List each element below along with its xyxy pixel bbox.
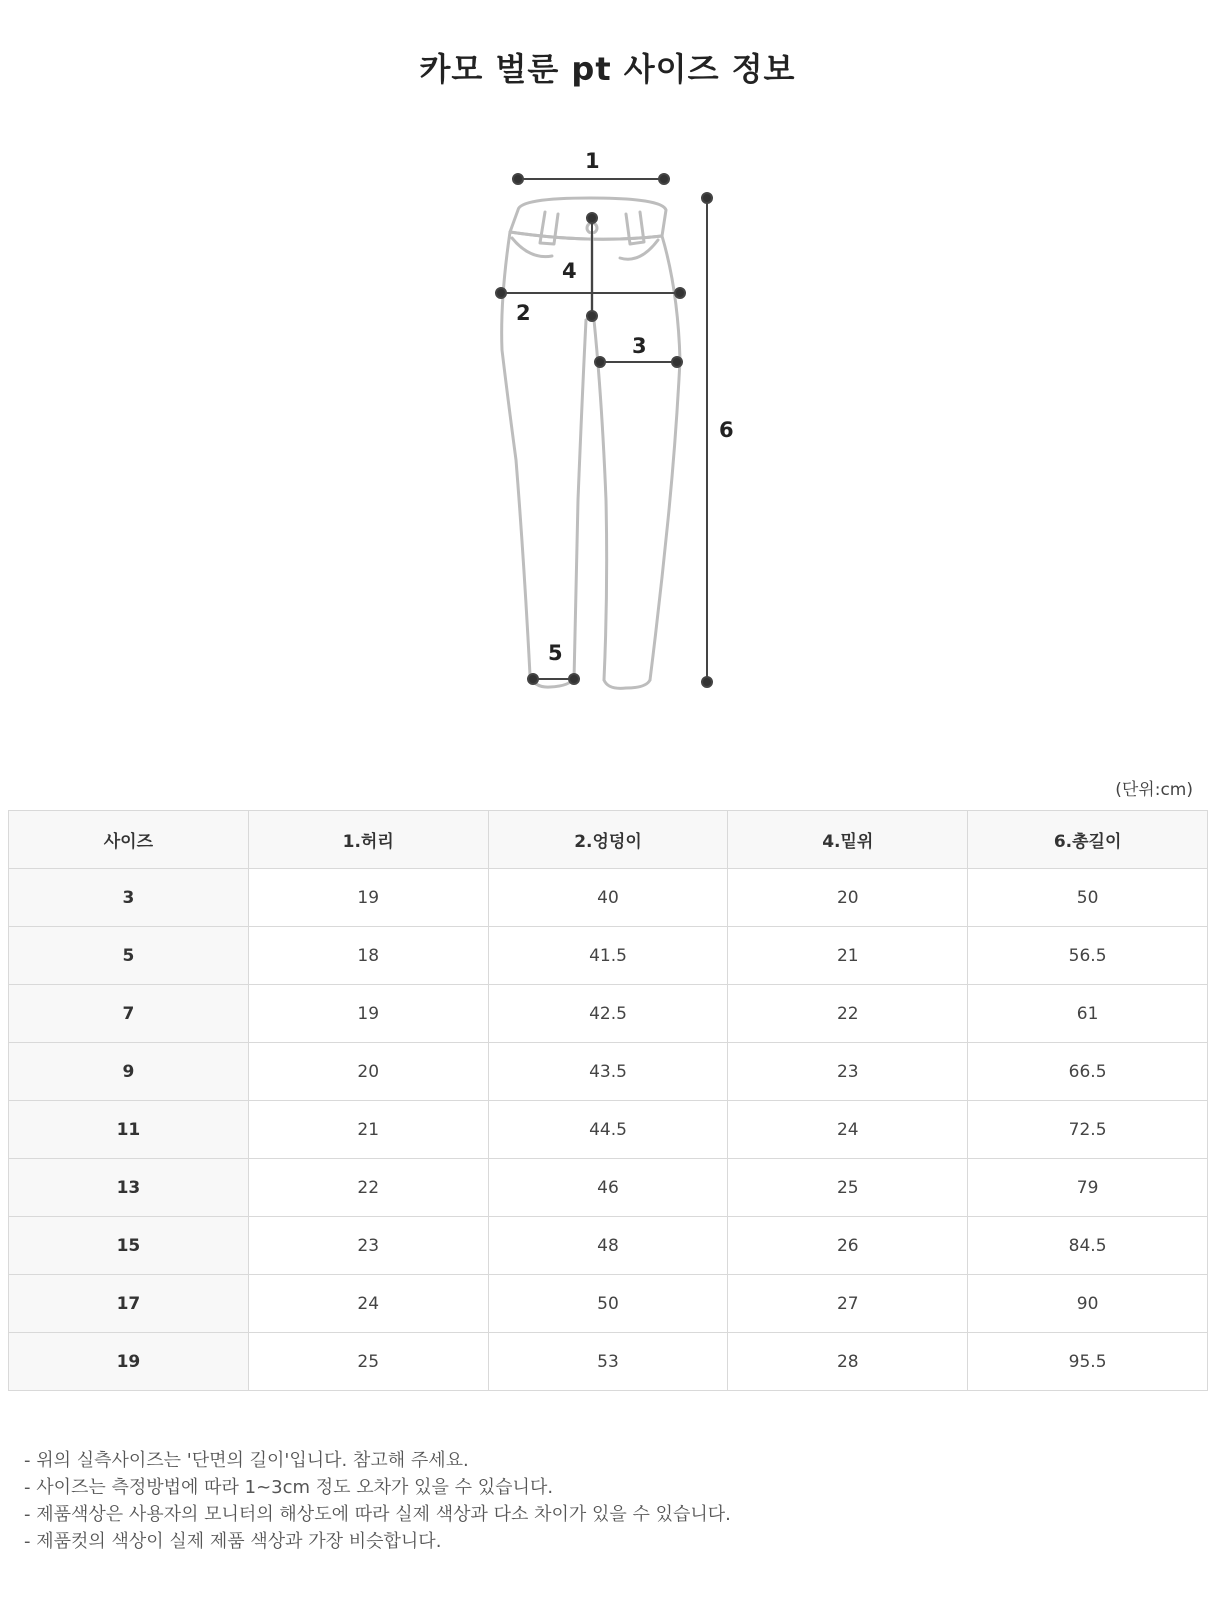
waist-cell: 25 — [248, 1333, 488, 1391]
size-cell: 19 — [9, 1333, 249, 1391]
rise-cell: 25 — [728, 1159, 968, 1217]
hip-cell: 42.5 — [488, 985, 728, 1043]
page-title: 카모 벌룬 pt 사이즈 정보 — [419, 50, 796, 88]
waist-cell: 24 — [248, 1275, 488, 1333]
table-row — [9, 985, 1208, 1043]
total-length-cell: 79 — [968, 1159, 1208, 1217]
label-4: 4 — [562, 259, 577, 283]
hip-cell: 44.5 — [488, 1101, 728, 1159]
table-row — [9, 1043, 1208, 1101]
size-cell: 7 — [9, 985, 249, 1043]
size-cell: 11 — [9, 1101, 249, 1159]
rise-cell: 22 — [728, 985, 968, 1043]
header-hip: 2.엉덩이 — [488, 811, 728, 869]
notes — [24, 1447, 731, 1555]
size-cell: 3 — [9, 869, 249, 927]
size-cell: 13 — [9, 1159, 249, 1217]
table-row — [9, 1333, 1208, 1391]
rise-cell: 24 — [728, 1101, 968, 1159]
note-line: - 제품색상은 사용자의 모니터의 해상도에 따라 실제 색상과 다소 차이가 있을 수 있습니다. — [24, 1504, 731, 1525]
header-waist: 1.허리 — [248, 811, 488, 869]
table-row — [9, 869, 1208, 927]
hip-cell: 50 — [488, 1275, 728, 1333]
label-1: 1 — [585, 149, 600, 173]
hip-cell: 46 — [488, 1159, 728, 1217]
size-cell: 5 — [9, 927, 249, 985]
rise-cell: 20 — [728, 869, 968, 927]
header-rise: 4.밑위 — [728, 811, 968, 869]
waist-cell: 19 — [248, 985, 488, 1043]
note-line: - 제품컷의 색상이 실제 제품 색상과 가장 비슷합니다. — [24, 1531, 442, 1552]
total-length-cell: 61 — [968, 985, 1208, 1043]
total-length-cell: 50 — [968, 869, 1208, 927]
waist-cell: 20 — [248, 1043, 488, 1101]
rise-cell: 26 — [728, 1217, 968, 1275]
waist-cell: 21 — [248, 1101, 488, 1159]
label-2: 2 — [516, 301, 531, 325]
table-row — [9, 1101, 1208, 1159]
pants-measurement-diagram — [490, 140, 760, 720]
header-size: 사이즈 — [9, 811, 249, 869]
hip-cell: 40 — [488, 869, 728, 927]
total-length-cell: 95.5 — [968, 1333, 1208, 1391]
note-line: - 위의 실측사이즈는 '단면의 길이'입니다. 참고해 주세요. — [24, 1450, 469, 1471]
hip-cell: 41.5 — [488, 927, 728, 985]
total-length-cell: 56.5 — [968, 927, 1208, 985]
waist-cell: 18 — [248, 927, 488, 985]
pants-outline — [502, 198, 680, 688]
hip-cell: 48 — [488, 1217, 728, 1275]
size-table — [8, 810, 1208, 1391]
rise-cell: 28 — [728, 1333, 968, 1391]
table-row — [9, 1159, 1208, 1217]
table-row — [9, 927, 1208, 985]
hip-cell: 43.5 — [488, 1043, 728, 1101]
table-row — [9, 1275, 1208, 1333]
rise-cell: 27 — [728, 1275, 968, 1333]
table-row — [9, 1217, 1208, 1275]
label-6: 6 — [719, 418, 734, 442]
size-cell: 17 — [9, 1275, 249, 1333]
size-cell: 9 — [9, 1043, 249, 1101]
rise-cell: 21 — [728, 927, 968, 985]
unit-label: (단위:cm) — [1115, 780, 1193, 800]
waist-cell: 23 — [248, 1217, 488, 1275]
note-line: - 사이즈는 측정방법에 따라 1~3cm 정도 오차가 있을 수 있습니다. — [24, 1477, 554, 1498]
header-total-length: 6.총길이 — [968, 811, 1208, 869]
label-5: 5 — [548, 641, 563, 665]
total-length-cell: 90 — [968, 1275, 1208, 1333]
waist-cell: 22 — [248, 1159, 488, 1217]
total-length-cell: 66.5 — [968, 1043, 1208, 1101]
total-length-cell: 84.5 — [968, 1217, 1208, 1275]
waist-cell: 19 — [248, 869, 488, 927]
table-header-row — [9, 811, 1208, 869]
hip-cell: 53 — [488, 1333, 728, 1391]
rise-cell: 23 — [728, 1043, 968, 1101]
total-length-cell: 72.5 — [968, 1101, 1208, 1159]
label-3: 3 — [632, 334, 647, 358]
size-cell: 15 — [9, 1217, 249, 1275]
